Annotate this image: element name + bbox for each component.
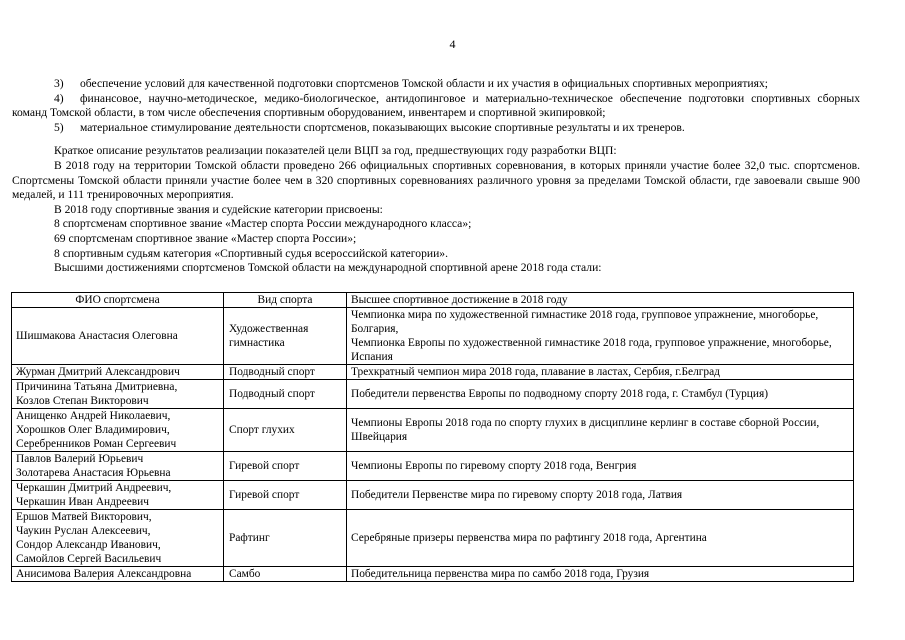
cell-achievement	[347, 452, 854, 481]
cell-achievement	[347, 510, 854, 567]
table-row	[12, 481, 854, 510]
table-row	[12, 510, 854, 567]
table-row	[12, 365, 854, 380]
cell-athlete-line: Шишмакова Анастасия Олеговна	[16, 330, 178, 342]
cell-athlete	[12, 481, 224, 510]
cell-achievement-line: Победители Первенстве мира по гиревому спорту 2018 года, Латвия	[351, 489, 683, 501]
cell-sport	[224, 452, 347, 481]
cell-athlete-line: Сондор Александр Иванович,	[16, 539, 161, 551]
list-text: финансовое, научно-методическое, медико-биологическое, антидопинговое и материально-техническое обеспечение подготовки спортивных сборных команд Томской области, в том числе обеспечения спортивным оборудованием, инвентарем и спортивной экипировкой;	[12, 91, 860, 120]
table-row	[12, 567, 854, 582]
cell-athlete-line: Журман Дмитрий Александрович	[16, 366, 180, 378]
achievements-table	[11, 292, 854, 582]
summary-paragraph: В 2018 году на территории Томской области проведено 266 официальных спортивных соревнования, в которых приняли участие более 32,0 тыс. спортсменов. Спортсмены Томской области приняли участие более чем в 320 спортивных соревнованиях различного уровня за пределами Томской области, где завоевали свыше 900 медалей, и 111 тренировочных мероприятия.	[12, 158, 860, 202]
cell-athlete	[12, 510, 224, 567]
table-header-row	[12, 293, 854, 308]
cell-athlete-line: Черкашин Иван Андреевич	[16, 496, 149, 508]
cell-athlete-line: Анищенко Андрей Николаевич,	[16, 410, 171, 422]
cell-athlete-line: Павлов Валерий Юрьевич	[16, 453, 144, 465]
document-body	[12, 77, 860, 276]
list-text: обеспечение условий для качественной подготовки спортсменов Томской области и их участия в официальных спортивных мероприятиях;	[80, 77, 768, 90]
cell-achievement	[347, 380, 854, 409]
cell-sport-line: гимнастика	[229, 337, 285, 349]
list-number: 5)	[54, 120, 64, 134]
cell-sport	[224, 308, 347, 365]
cell-sport	[224, 365, 347, 380]
cell-athlete-line: Черкашин Дмитрий Андреевич,	[16, 482, 172, 494]
cell-athlete-line: Ершов Матвей Викторович,	[16, 511, 152, 523]
cell-athlete-line: Козлов Степан Викторович	[16, 395, 149, 407]
cell-athlete-line: Золотарева Анастасия Юрьевна	[16, 467, 171, 479]
title-item: 8 спортивным судьям категория «Спортивный судья всероссийской категории».	[54, 246, 448, 260]
cell-achievement-line: Победители первенства Европы по подводному спорту 2018 года, г. Стамбул (Турция)	[351, 388, 768, 400]
cell-sport-line: Гиревой спорт	[229, 460, 300, 472]
cell-athlete	[12, 452, 224, 481]
cell-sport	[224, 409, 347, 452]
cell-athlete	[12, 567, 224, 582]
cell-sport-line: Художественная	[229, 323, 309, 335]
table-body	[12, 308, 854, 582]
list-item	[12, 77, 860, 92]
cell-achievement	[347, 567, 854, 582]
cell-achievement-line: Трехкратный чемпион мира 2018 года, плавание в ластах, Сербия, г.Белград	[351, 366, 720, 378]
cell-athlete-line: Чаукин Руслан Алексеевич,	[16, 525, 151, 537]
titles-intro: В 2018 году спортивные звания и судейские категории присвоены:	[54, 202, 383, 216]
page-number: 4	[449, 37, 456, 51]
cell-achievement-line: Чемпионы Европы по гиревому спорту 2018 года, Венгрия	[351, 460, 637, 472]
cell-sport	[224, 567, 347, 582]
header-sport: Вид спорта	[224, 293, 347, 308]
cell-achievement-line: Серебряные призеры первенства мира по рафтингу 2018 года, Аргентина	[351, 532, 707, 544]
title-item: 8 спортсменам спортивное звание «Мастер спорта России международного класса»;	[54, 217, 472, 231]
cell-sport-line: Подводный спорт	[229, 388, 315, 400]
cell-sport	[224, 510, 347, 567]
cell-athlete	[12, 409, 224, 452]
list-number: 3)	[54, 77, 64, 90]
cell-athlete	[12, 308, 224, 365]
list-item	[12, 92, 860, 121]
cell-athlete	[12, 365, 224, 380]
cell-athlete-line: Серебренников Роман Сергеевич	[16, 438, 177, 450]
table-row	[12, 380, 854, 409]
table-row	[12, 409, 854, 452]
list-text: материальное стимулирование деятельности спортсменов, показывающих высокие спортивные результаты и их тренеров.	[80, 120, 685, 134]
summary-heading: Краткое описание результатов реализации показателей цели ВЦП за год, предшествующих году разработки ВЦП:	[54, 144, 617, 158]
cell-athlete-line: Причинина Татьяна Дмитриевна,	[16, 381, 178, 393]
cell-sport-line: Спорт глухих	[229, 424, 295, 436]
cell-achievement	[347, 409, 854, 452]
cell-achievement	[347, 365, 854, 380]
header-achievement: Высшее спортивное достижение в 2018 году	[347, 293, 854, 308]
list-number: 4)	[54, 91, 64, 105]
cell-achievement	[347, 481, 854, 510]
cell-achievement-line: Чемпионы Европы 2018 года по спорту глухих в дисциплине керлинг в составе сборной России, Швейцария	[351, 417, 820, 443]
cell-sport-line: Подводный спорт	[229, 366, 315, 378]
table-row	[12, 308, 854, 365]
cell-achievement-line: Чемпионка мира по художественной гимнастике 2018 года, групповое упражнение, многоборье, Болгария,	[351, 309, 819, 335]
cell-athlete-line: Анисимова Валерия Александровна	[16, 568, 192, 580]
cell-athlete	[12, 380, 224, 409]
cell-sport	[224, 380, 347, 409]
cell-achievement-line: Победительница первенства мира по самбо 2018 года, Грузия	[351, 568, 650, 580]
header-athlete: ФИО спортсмена	[12, 293, 224, 308]
list-item	[12, 121, 860, 136]
cell-athlete-line: Хорошков Олег Владимирович,	[16, 424, 170, 436]
cell-achievement	[347, 308, 854, 365]
cell-achievement-line: Чемпионка Европы по художественной гимнастике 2018 года, групповое упражнение, многоборье, Испания	[351, 337, 832, 363]
title-item: 69 спортсменам спортивное звание «Мастер спорта России»;	[54, 231, 357, 245]
table-row	[12, 452, 854, 481]
cell-sport-line: Рафтинг	[229, 532, 270, 544]
cell-athlete-line: Самойлов Сергей Васильевич	[16, 553, 162, 565]
cell-sport	[224, 481, 347, 510]
cell-sport-line: Самбо	[229, 568, 261, 580]
cell-sport-line: Гиревой спорт	[229, 489, 300, 501]
achievements-intro: Высшими достижениями спортсменов Томской области на международной спортивной арене 2018 года стали:	[54, 261, 602, 275]
